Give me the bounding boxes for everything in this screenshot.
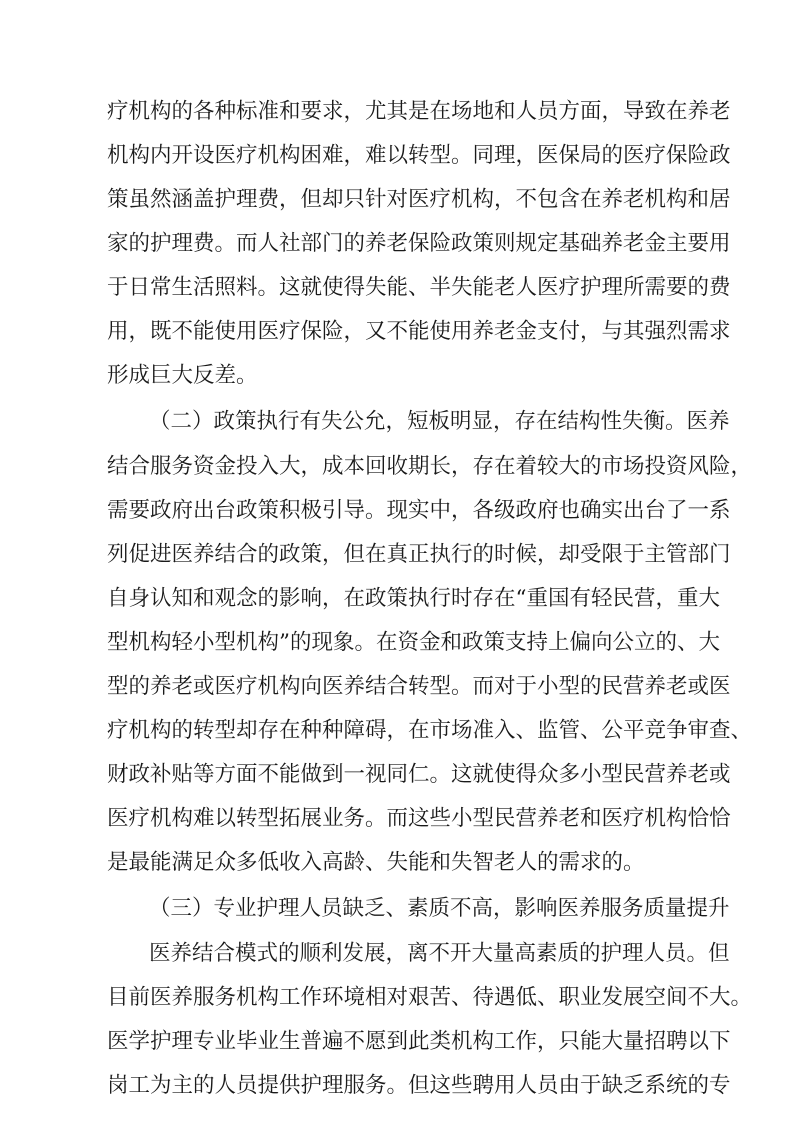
body-line: 自身认知和观念的影响，在政策执行时存在“重国有轻民营，重大 (107, 586, 720, 611)
body-line: 医养结合模式的顺利发展，离不开大量高素质的护理人员。但 (149, 941, 730, 966)
body-line: 结合服务资金投入大，成本回收期长，存在着较大的市场投资风险， (107, 454, 753, 479)
body-line: 财政补贴等方面不能做到一视同仁。这就使得众多小型民营养老或 (107, 762, 731, 787)
body-line: 策虽然涵盖护理费，但却只针对医疗机构，不包含在养老机构和居 (107, 187, 731, 212)
body-line: 疗机构的转型却存在种种障碍，在市场准入、监管、公平竞争审查、 (107, 718, 753, 743)
section-heading-line: （三）专业护理人员缺乏、素质不高，影响医养服务质量提升 (149, 896, 730, 921)
body-line: 形成巨大反差。 (107, 363, 258, 388)
body-line: 机构内开设医疗机构困难，难以转型。同理，医保局的医疗保险政 (107, 143, 731, 168)
section-heading-line: （二）政策执行有失公允，短板明显，存在结构性失衡。医养 (149, 409, 730, 434)
body-line: 疗机构的各种标准和要求，尤其是在场地和人员方面，导致在养老 (107, 99, 731, 124)
body-line: 医疗机构难以转型拓展业务。而这些小型民营养老和医疗机构恰恰 (107, 806, 731, 831)
body-line: 型机构轻小型机构”的现象。在资金和政策支持上偏向公立的、大 (107, 630, 720, 655)
body-line: 岗工为主的人员提供护理服务。但这些聘用人员由于缺乏系统的专 (107, 1073, 731, 1098)
body-line: 家的护理费。而人社部门的养老保险政策则规定基础养老金主要用 (107, 231, 731, 256)
body-line: 列促进医养结合的政策，但在真正执行的时候，却受限于主管部门 (107, 542, 731, 567)
body-line: 目前医养服务机构工作环境相对艰苦、待遇低、职业发展空间不大。 (107, 985, 753, 1010)
body-line: 型的养老或医疗机构向医养结合转型。而对于小型的民营养老或医 (107, 674, 731, 699)
body-line: 需要政府出台政策积极引导。现实中，各级政府也确实出台了一系 (107, 498, 731, 523)
body-line: 是最能满足众多低收入高龄、失能和失智老人的需求的。 (107, 850, 645, 875)
body-line: 于日常生活照料。这就使得失能、半失能老人医疗护理所需要的费 (107, 275, 731, 300)
body-line: 用，既不能使用医疗保险，又不能使用养老金支付，与其强烈需求 (107, 319, 731, 344)
body-line: 医学护理专业毕业生普遍不愿到此类机构工作，只能大量招聘以下 (107, 1029, 731, 1054)
